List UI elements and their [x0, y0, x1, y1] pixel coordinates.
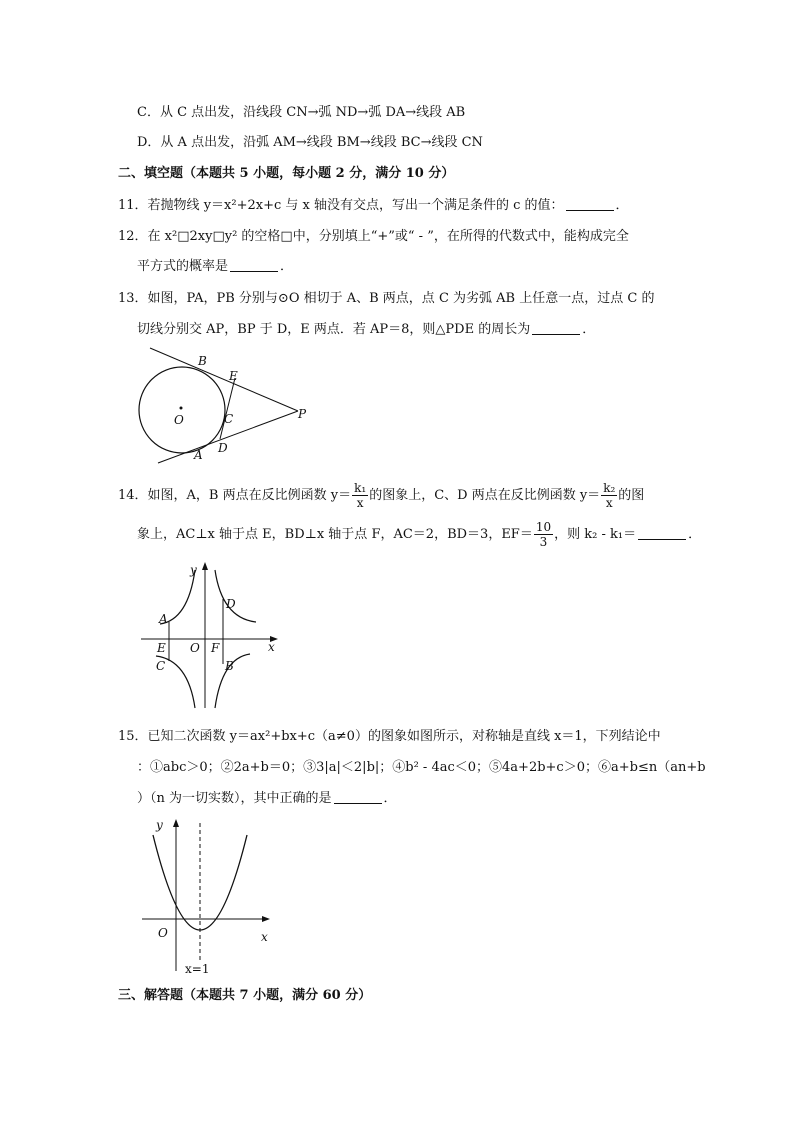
label-o: O: [158, 926, 168, 940]
q12-line2: 平方式的概率是: [137, 259, 229, 274]
q11-text-b: 与 x 轴没有交点，写出一个满足条件的 c 的值：: [281, 198, 564, 213]
q13-line2: 切线分别交 AP，BP 于 D，E 两点．若 AP＝8，则△PDE 的周长为: [137, 322, 531, 337]
q11-number: 11．: [118, 198, 148, 213]
option-c: C．从 C 点出发，沿线段 CN→弧 ND→弧 DA→线段 AB: [137, 105, 466, 120]
q13-answer-blank[interactable]: [532, 322, 580, 335]
label-b: B: [225, 659, 234, 673]
question-11: [118, 196, 629, 216]
q15-parabola-figure: [138, 815, 278, 975]
x-axis-arrow: [262, 916, 270, 922]
q14-answer-blank[interactable]: [638, 527, 686, 540]
tangent-de: [220, 378, 235, 439]
q14-line1c: 的图: [618, 488, 645, 503]
section-heading-solutions: 三、解答题（本题共 7 小题，满分 60 分）: [118, 988, 372, 1003]
center-point: [180, 407, 183, 410]
question-14-line2: [137, 520, 701, 549]
question-15-line3: [137, 789, 397, 809]
label-axis-x1: x=1: [185, 962, 210, 975]
q15-line3: ）（n 为一切实数），其中正确的是: [137, 791, 332, 806]
label-a: A: [159, 612, 168, 626]
label-x: x: [261, 930, 268, 944]
q13-tangent-figure: [130, 343, 310, 468]
option-d: D．从 A 点出发，沿弧 AM→线段 BM→线段 BC→线段 CN: [137, 135, 483, 150]
question-12-line1: [118, 227, 629, 247]
label-c: C: [156, 659, 166, 673]
label-y: y: [156, 818, 163, 832]
label-x: x: [268, 640, 275, 654]
q11-text-a: 若抛物线: [147, 198, 204, 213]
question-14-line1: [118, 481, 644, 510]
q11-end: ．: [615, 198, 629, 213]
y-axis-arrow: [202, 562, 208, 570]
label-a: A: [194, 448, 203, 462]
q13-line1: 如图，PA，PB 分别与⊙O 相切于 A、B 两点，点 C 为劣弧 AB 上任意一点，过点 C 的: [147, 291, 655, 306]
label-e: E: [157, 641, 166, 655]
q14-line2a: 象上，AC⊥x 轴于点 E，BD⊥x 轴于点 F，AC＝2，BD＝3，EF＝: [137, 527, 533, 542]
q12-end: ．: [280, 259, 294, 274]
q14-number: 14．: [118, 488, 148, 503]
q15-number: 15．: [118, 729, 148, 744]
k1-numerator: k₁: [354, 481, 367, 495]
q14-fraction-k1: [352, 481, 368, 510]
q13-number: 13．: [118, 291, 148, 306]
label-b: B: [198, 354, 207, 368]
q12-line1: 在 x²□2xy□y² 的空格□中，分别填上“+”或“ - ”，在所得的代数式中，能构成完全: [147, 229, 629, 244]
q12-answer-blank[interactable]: [230, 259, 278, 272]
question-12-line2: [137, 257, 293, 277]
q11-answer-blank[interactable]: [566, 198, 614, 211]
q14-fraction-ef: [534, 520, 553, 549]
q14-line1a: 如图，A，B 两点在反比例函数 y＝: [147, 488, 352, 503]
q11-expression: y＝x²+2x+c: [203, 198, 282, 213]
question-13-line1: [118, 289, 654, 309]
q15-end: ．: [383, 791, 397, 806]
k2-denominator: x: [605, 496, 613, 510]
question-15-line1: [118, 727, 661, 747]
q15-line1: 已知二次函数 y＝ax²+bx+c（a≠0）的图象如图所示，对称轴是直线 x＝1，下列结论中: [147, 729, 661, 744]
label-p: P: [298, 407, 307, 421]
label-d: D: [218, 441, 228, 455]
label-o: O: [190, 641, 200, 655]
label-o: O: [174, 413, 184, 427]
label-e: E: [229, 369, 238, 383]
ef-denominator: 3: [539, 535, 548, 549]
k2-curve-quadrant-1: [215, 570, 256, 622]
k2-numerator: k₂: [603, 481, 616, 495]
q14-hyperbola-figure: [138, 560, 283, 710]
q14-line2b: ，则 k₂ - k₁＝: [554, 527, 637, 542]
q14-fraction-k2: [601, 481, 617, 510]
k1-denominator: x: [356, 496, 364, 510]
label-y: y: [190, 563, 197, 577]
label-f: F: [211, 641, 220, 655]
label-d: D: [226, 597, 236, 611]
label-c: C: [224, 412, 234, 426]
q15-line2: ：①abc＞0；②2a+b＝0；③3|a|＜2|b|；④b² - 4ac＜0；⑤4a+2b+c＞0；⑥a+b≤n（an+b: [137, 760, 706, 775]
q12-number: 12．: [118, 229, 148, 244]
y-axis-arrow: [173, 819, 179, 827]
circle-o: [139, 367, 225, 453]
ef-numerator: 10: [535, 520, 552, 534]
question-15-line2: [137, 758, 706, 778]
q14-end: ．: [688, 527, 702, 542]
q15-answer-blank[interactable]: [334, 791, 382, 804]
question-13-line2: [137, 320, 595, 340]
q13-end: ．: [582, 322, 596, 337]
q14-line1b: 的图象上，C、D 两点在反比例函数 y＝: [369, 488, 601, 503]
section-heading-fill-in: 二、填空题（本题共 5 小题，每小题 2 分，满分 10 分）: [118, 166, 455, 181]
